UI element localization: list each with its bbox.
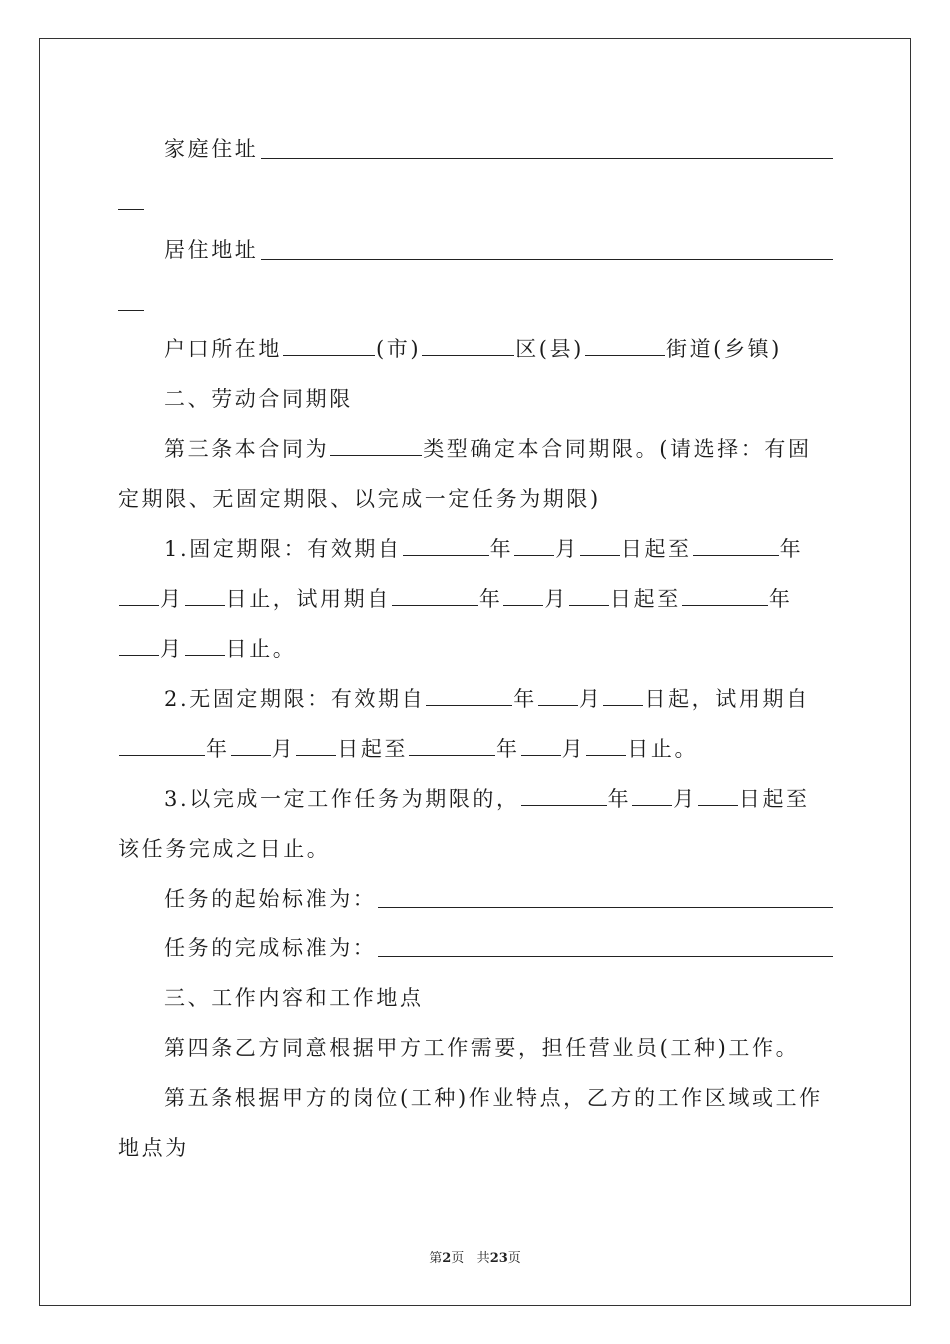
home-address-line: [164, 134, 834, 164]
fixed-end-year[interactable]: [693, 535, 779, 556]
district-blank[interactable]: [422, 335, 514, 356]
article-5-text-2: 地点为: [118, 1136, 189, 1160]
task-start-day[interactable]: [698, 785, 738, 806]
article-3-line-2: [118, 484, 834, 514]
street-label: 街道(乡镇): [665, 337, 782, 361]
article-5-line-2: [118, 1133, 834, 1163]
fixed-start-year[interactable]: [403, 535, 489, 556]
month-label: 月: [544, 587, 569, 611]
probation-label: 日起，试用期自: [644, 687, 810, 711]
year-label: 年: [513, 687, 537, 711]
unfixed-probation-start-year[interactable]: [119, 735, 205, 756]
unfixed-start-year[interactable]: [426, 685, 512, 706]
fixed-end-day[interactable]: [185, 585, 225, 606]
month-label: 月: [160, 587, 184, 611]
city-label: (市): [376, 337, 422, 361]
probation-end-year[interactable]: [682, 585, 768, 606]
task-start-month[interactable]: [632, 785, 672, 806]
unfixed-probation-end-month[interactable]: [521, 735, 561, 756]
residence-address-blank[interactable]: [261, 258, 833, 260]
article-3-part-2: 类型确定本合同期限。(请选择：有固: [423, 437, 812, 461]
task-start-standard-label: 任务的起始标准为：: [164, 887, 377, 911]
residence-address-blank-cont: [118, 309, 144, 311]
unfixed-start-day[interactable]: [603, 685, 643, 706]
end-label: 日止。: [225, 637, 297, 661]
task-start-year[interactable]: [521, 785, 607, 806]
contract-type-blank[interactable]: [330, 435, 422, 456]
page-suffix: 页: [451, 1251, 465, 1266]
page-frame: [39, 38, 911, 1306]
total-suffix: 页: [507, 1251, 521, 1266]
from-to-label: 日起至: [620, 537, 692, 561]
article-5-line-1: [164, 1083, 834, 1113]
task-term-end-text: 该任务完成之日止。: [118, 837, 331, 861]
month-label: 月: [160, 637, 184, 661]
home-address-label: 家庭住址: [164, 137, 259, 161]
probation-start-month[interactable]: [503, 585, 543, 606]
year-label: 年: [607, 787, 632, 811]
article-4-text: 第四条乙方同意根据甲方工作需要，担任营业员(工种)工作。: [164, 1036, 800, 1060]
month-label: 月: [561, 737, 586, 761]
fixed-term-line-1: [164, 534, 834, 564]
hukou-label: 户口所在地: [164, 337, 282, 361]
city-blank[interactable]: [283, 335, 375, 356]
task-term-line-1: [164, 784, 834, 814]
fixed-term-line-3: [118, 634, 834, 664]
from-to-label: 日起至: [337, 737, 409, 761]
home-address-blank[interactable]: [261, 157, 833, 159]
year-label: 年: [496, 737, 520, 761]
page-prefix: 第: [429, 1251, 443, 1266]
total-pages: 23: [489, 1251, 508, 1266]
fixed-term-label: 1.固定期限：有效期自: [164, 537, 402, 561]
street-blank[interactable]: [585, 335, 665, 356]
year-label: 年: [768, 587, 793, 611]
article-3-part-3: 定期限、无固定期限、以完成一定任务为期限): [118, 487, 601, 511]
fixed-start-day[interactable]: [580, 535, 620, 556]
hukou-line: [164, 334, 834, 364]
page-number: 2: [442, 1251, 452, 1266]
task-done-standard-line: [164, 933, 834, 963]
unfixed-term-line-1: [164, 684, 834, 714]
task-term-line-2: [118, 834, 834, 864]
probation-start-day[interactable]: [569, 585, 609, 606]
residence-address-line: [164, 235, 834, 265]
task-start-standard-line: [164, 884, 834, 914]
unfixed-term-label: 2.无固定期限：有效期自: [164, 687, 426, 711]
unfixed-probation-start-month[interactable]: [231, 735, 271, 756]
month-label: 月: [578, 687, 603, 711]
district-label: 区(县): [515, 337, 584, 361]
article-4: [164, 1033, 834, 1063]
unfixed-probation-end-year[interactable]: [409, 735, 495, 756]
end-label: 日止。: [627, 737, 699, 761]
page-footer: [0, 1247, 950, 1266]
year-label: 年: [489, 537, 514, 561]
year-label: 年: [779, 537, 804, 561]
task-done-standard-blank[interactable]: [378, 955, 833, 957]
unfixed-term-line-2: [118, 734, 834, 764]
article-5-text-1: 第五条根据甲方的岗位(工种)作业特点，乙方的工作区域或工作: [164, 1086, 823, 1110]
from-to-label: 日起至: [738, 787, 810, 811]
section-2-title-text: 二、劳动合同期限: [164, 387, 353, 411]
task-start-standard-blank[interactable]: [378, 906, 833, 908]
task-term-label: 3.以完成一定工作任务为期限的，: [164, 787, 520, 811]
unfixed-probation-end-day[interactable]: [586, 735, 626, 756]
section-2-title: [164, 384, 834, 414]
article-3-line-1: [164, 434, 834, 464]
total-prefix: 共: [476, 1251, 490, 1266]
year-label: 年: [206, 737, 230, 761]
fixed-end-month[interactable]: [119, 585, 159, 606]
month-label: 月: [271, 737, 296, 761]
fixed-start-month[interactable]: [514, 535, 554, 556]
probation-start-year[interactable]: [392, 585, 478, 606]
fixed-term-line-2: [118, 584, 834, 614]
section-3-title-text: 三、工作内容和工作地点: [164, 986, 424, 1010]
probation-end-day[interactable]: [185, 635, 225, 656]
residence-address-label: 居住地址: [164, 238, 259, 262]
home-address-blank-cont: [118, 208, 144, 210]
from-to-label: 日起至: [610, 587, 681, 611]
end-probation-label: 日止，试用期自: [225, 587, 391, 611]
unfixed-start-month[interactable]: [538, 685, 578, 706]
year-label: 年: [478, 587, 503, 611]
task-done-standard-label: 任务的完成标准为：: [164, 936, 377, 960]
unfixed-probation-start-day[interactable]: [296, 735, 336, 756]
probation-end-month[interactable]: [119, 635, 159, 656]
month-label: 月: [555, 537, 579, 561]
article-3-part-1: 第三条本合同为: [164, 437, 330, 461]
month-label: 月: [673, 787, 697, 811]
section-3-title: [164, 983, 834, 1013]
